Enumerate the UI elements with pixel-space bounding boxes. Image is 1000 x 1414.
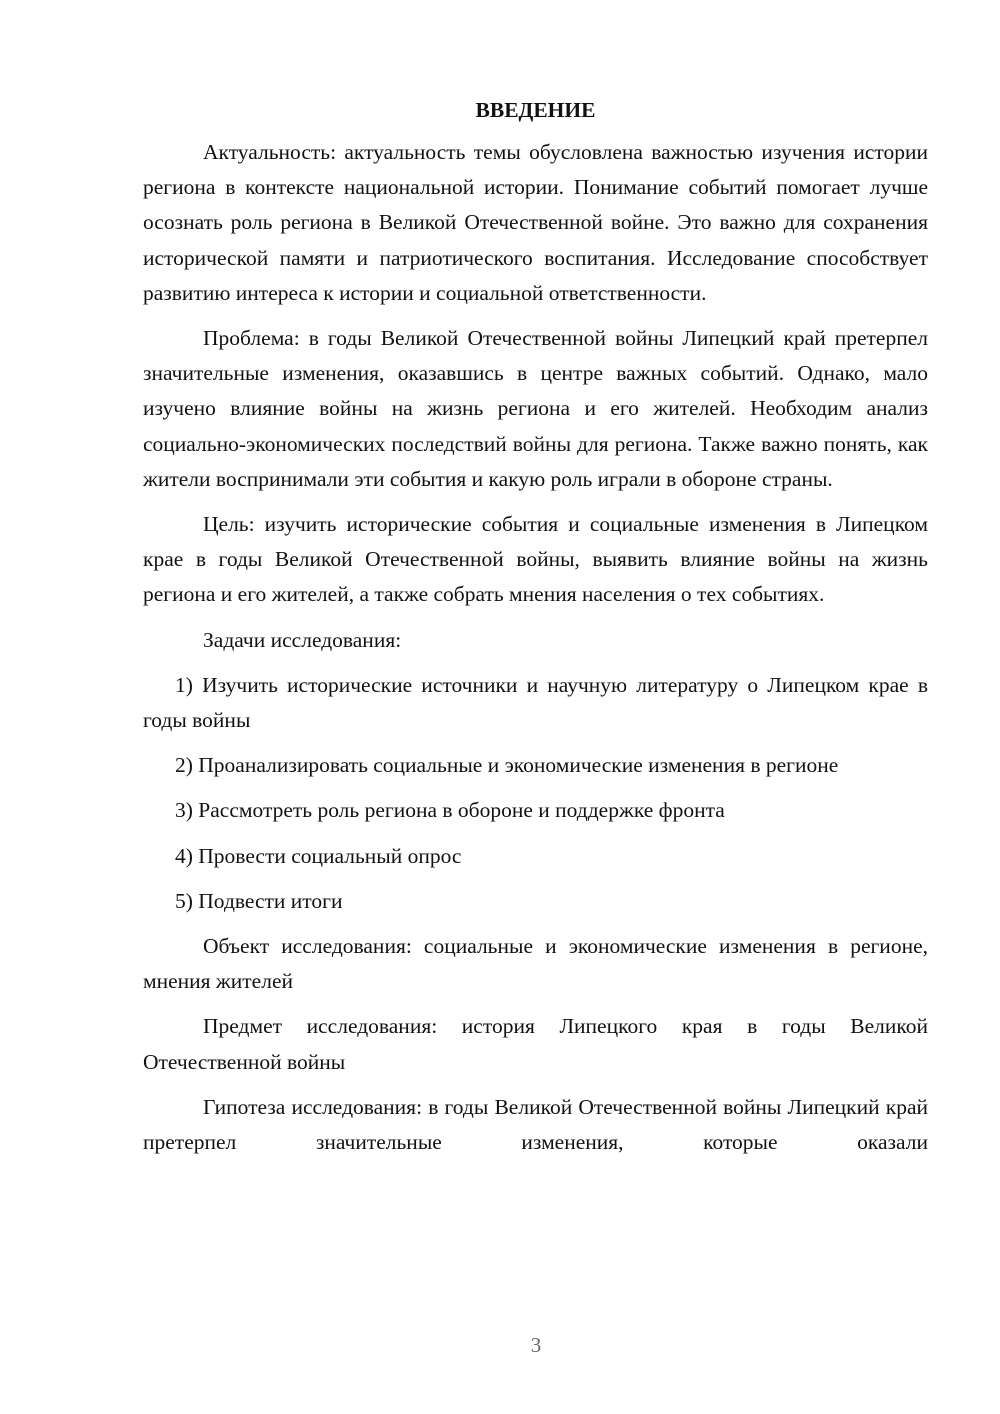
page-content — [143, 95, 928, 1170]
paragraph-goal: Цель: изучить исторические события и социальные изменения в Липецком крае в годы Великой Отечественной войны, выявить влияние войны на жизнь региона и его жителей, а также собрать мнения населения о тех событиях. — [143, 512, 928, 607]
task-item-5: 5) Подвести итоги — [175, 888, 343, 913]
paragraph-hypothesis: Гипотеза исследования: в годы Великой Отечественной войны Липецкий край претерпел значительные изменения, которые оказали — [143, 1094, 928, 1155]
task-item-1: 1) Изучить исторические источники и научную литературу о Липецком крае в годы войны — [143, 672, 928, 733]
paragraph-problem: Проблема: в годы Великой Отечественной войны Липецкий край претерпел значительные изменения, оказавшись в центре важных событий. Однако, мало изучено влияние войны на жизнь региона и его жителей. Необходим анализ социально-экономических последствий войны для региона. Также важно понять, как жители воспринимали эти события и какую роль играли в обороне страны. — [143, 326, 928, 491]
paragraph-object: Объект исследования: социальные и экономические изменения в регионе, мнения жителей — [143, 934, 928, 994]
page-number: 3 — [530, 1333, 542, 1357]
paragraph-subject: Предмет исследования: история Липецкого края в годы Великой Отечественной войны — [143, 1014, 928, 1074]
paragraph-relevance: Актуальность: актуальность темы обусловлена важностью изучения истории региона в контексте национальной истории. Понимание событий помогает лучше осознать роль региона в Великой Отечественной войне. Это важно для сохранения исторической памяти и патриотического воспитания. Исследование способствует развитию интереса к истории и социальной ответственности. — [143, 140, 928, 305]
task-item-3: 3) Рассмотреть роль региона в обороне и поддержке фронта — [175, 798, 725, 823]
section-title: ВВЕДЕНИЕ — [475, 98, 596, 122]
tasks-heading: Задачи исследования: — [203, 627, 402, 652]
task-item-4: 4) Провести социальный опрос — [175, 843, 462, 868]
task-item-2: 2) Проанализировать социальные и экономические изменения в регионе — [175, 753, 839, 778]
